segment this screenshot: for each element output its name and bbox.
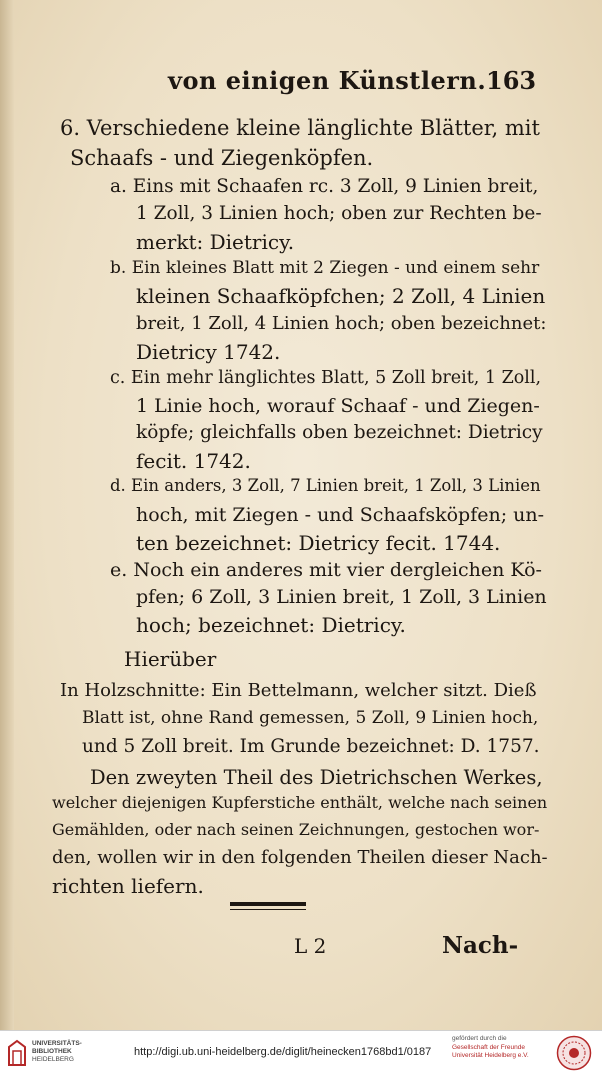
item-a-line: merkt: Dietricy. [136,230,295,254]
item-c-line: köpfe; gleichfalls oben bezeichnet: Dietricy [136,422,543,443]
item-c-line: c. Ein mehr länglichtes Blatt, 5 Zoll breit, 1 Zoll, [110,368,542,388]
viewer-footer [0,1030,602,1076]
item-d-line: hoch, mit Ziegen - und Schaafsköpfen; un- [136,504,545,526]
item-a-line: 1 Zoll, 3 Linien hoch; oben zur Rechten be- [136,203,542,224]
closing-line: Gemählden, oder nach seinen Zeichnungen, gestochen wor- [52,820,540,839]
library-name: UNIVERSITÄTS- BIBLIOTHEK HEIDELBERG [32,1040,82,1063]
item-b-line: breit, 1 Zoll, 4 Linien hoch; oben bezeichnet: [136,313,547,334]
page-url-link[interactable]: http://digi.ub.uni-heidelberg.de/diglit/heinecken1768bd1/0187 [134,1046,432,1058]
closing-line: den, wollen wir in den folgenden Theilen dieser Nach- [52,847,548,868]
catchword: Nach- [442,932,519,959]
item-b-line: Dietricy 1742. [136,340,281,364]
subheading: Hierüber [124,647,217,671]
holzschnitt-line: In Holzschnitte: Ein Bettelmann, welcher sitzt. Dieß [60,680,537,701]
funding-note: gefördert durch die Gesellschaft der Freunde Universität Heidelberg e.V. [452,1035,529,1059]
separator-rule [230,909,306,910]
university-library-logo-icon [6,1039,28,1067]
item-c-line: 1 Linie hoch, worauf Schaaf - und Ziegen- [136,395,540,417]
section-heading-line: Schaafs - und Ziegenköpfen. [70,146,374,170]
item-d-line: d. Ein anders, 3 Zoll, 7 Linien breit, 1 Zoll, 3 Linien [110,476,541,495]
item-d-line: ten bezeichnet: Dietricy fecit. 1744. [136,531,501,555]
signature-mark: L 2 [294,934,327,958]
item-c-line: fecit. 1742. [136,449,251,473]
closing-line: welcher diejenigen Kupferstiche enthält, welche nach seinen [52,793,548,812]
university-seal-icon [556,1035,592,1071]
closing-line: richten liefern. [52,874,204,898]
closing-line: Den zweyten Theil des Dietrichschen Werkes, [90,766,543,789]
item-a-line: a. Eins mit Schaafen rc. 3 Zoll, 9 Linien breit, [110,176,539,197]
item-b-line: kleinen Schaafköpfchen; 2 Zoll, 4 Linien [136,284,546,308]
item-e-line: pfen; 6 Zoll, 3 Linien breit, 1 Zoll, 3 Linien [136,586,547,608]
holzschnitt-line: und 5 Zoll breit. Im Grunde bezeichnet: D. 1757. [82,736,540,757]
page-number: 163 [486,66,537,95]
page-edge [0,0,14,1030]
separator-rule [230,902,306,906]
item-e-line: hoch; bezeichnet: Dietricy. [136,613,406,637]
section-heading-line: 6. Verschiedene kleine länglichte Blätter, mit [60,116,540,140]
running-head: von einigen Künstlern. [168,66,487,95]
item-e-line: e. Noch ein anderes mit vier dergleichen Kö- [110,559,542,581]
item-b-line: b. Ein kleines Blatt mit 2 Ziegen - und einem sehr [110,258,540,278]
holzschnitt-line: Blatt ist, ohne Rand gemessen, 5 Zoll, 9 Linien hoch, [82,708,539,728]
